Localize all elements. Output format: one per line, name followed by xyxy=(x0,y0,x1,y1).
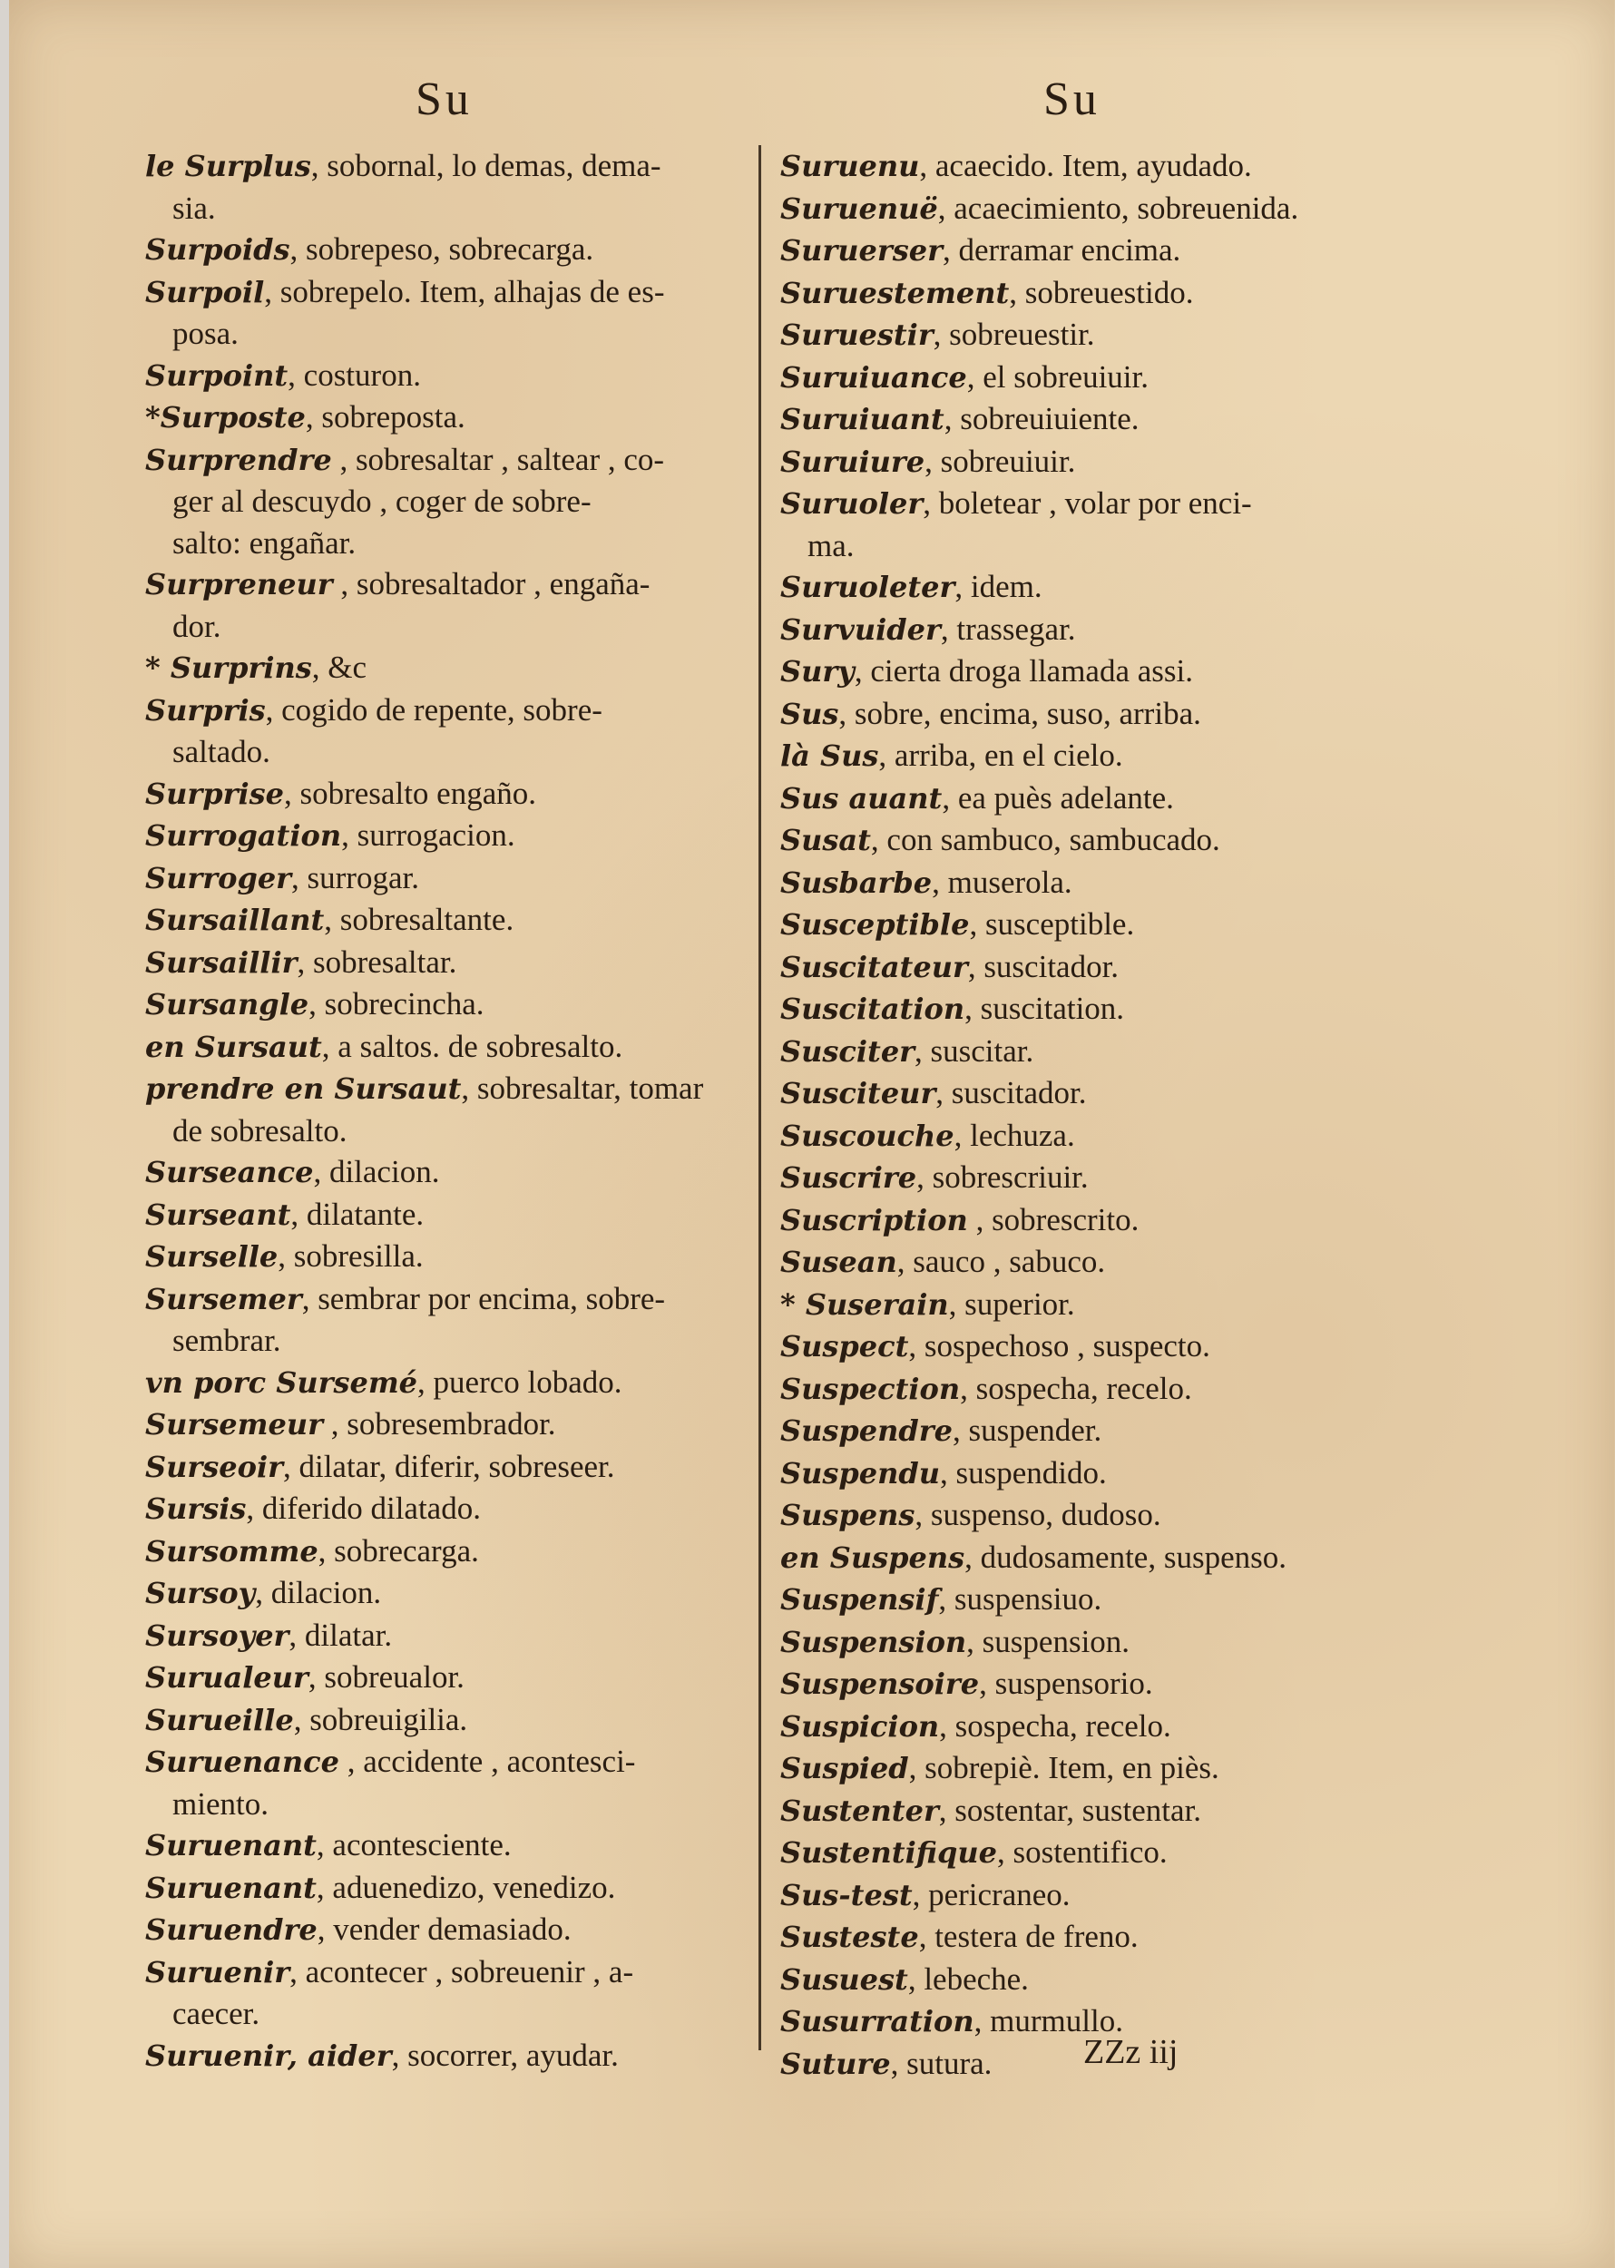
headword: Surprendre xyxy=(145,442,332,477)
definition: , sobrescrito. xyxy=(967,1201,1140,1237)
dictionary-entry xyxy=(145,1026,753,1069)
definition: , sobresaltar. xyxy=(297,943,457,980)
definition: , dilatar. xyxy=(289,1617,393,1653)
dictionary-entry xyxy=(145,1909,753,1951)
definition: , sobresaltador , engaña- xyxy=(332,566,651,601)
headword: Suruiure xyxy=(780,444,925,479)
headword: Suspens xyxy=(780,1498,915,1532)
dictionary-entry xyxy=(780,398,1388,441)
headword: Surseant xyxy=(145,1197,291,1232)
dictionary-entry xyxy=(780,1621,1388,1664)
dictionary-entry xyxy=(780,1874,1388,1917)
dictionary-entry xyxy=(145,1572,753,1615)
headword: Susuest xyxy=(780,1961,908,1997)
definition: , sobrescriuir. xyxy=(916,1159,1089,1195)
headword: en Suspens xyxy=(780,1540,965,1575)
dictionary-entry xyxy=(780,1494,1388,1537)
definition: , idem. xyxy=(954,569,1042,604)
headword: Suruenant xyxy=(145,1828,317,1862)
headword: Survuider xyxy=(780,611,941,647)
dictionary-entry xyxy=(145,942,753,984)
definition: , sobrecincha. xyxy=(308,986,484,1022)
headword: Suspension xyxy=(780,1624,967,1659)
definition: , suspension. xyxy=(966,1623,1130,1659)
definition: , sobre, encima, suso, arriba. xyxy=(838,695,1201,731)
definition-continuation: salto: engañar. xyxy=(172,524,357,561)
headword: Suspendu xyxy=(780,1455,941,1491)
dictionary-entry xyxy=(145,1824,753,1867)
dictionary-entry xyxy=(780,1747,1388,1790)
definition: , sobreualor. xyxy=(308,1659,465,1695)
definition: , dilatante. xyxy=(290,1196,425,1232)
dictionary-entry xyxy=(780,1157,1388,1199)
headword: Suruenuë xyxy=(780,191,938,226)
definition: , acontecer , sobreuenir , a- xyxy=(289,1953,634,1989)
dictionary-entry xyxy=(780,1199,1388,1242)
dictionary-entry xyxy=(780,777,1388,820)
headword: Suruenant xyxy=(145,1870,317,1905)
definition: , suspensiuo. xyxy=(938,1581,1102,1617)
headword: *Surposte xyxy=(145,400,306,435)
definition: , arriba, en el cielo. xyxy=(878,738,1123,773)
headword: Suscouche xyxy=(780,1118,954,1153)
headword: * Surprins xyxy=(145,650,312,685)
dictionary-entry xyxy=(780,1410,1388,1452)
signature-mark: ZZz iij xyxy=(1083,2033,1179,2071)
definition: , sobreuigilia. xyxy=(293,1701,468,1737)
column-divider xyxy=(758,145,761,2050)
definition: , suscitador. xyxy=(935,1075,1087,1110)
definition: , a saltos. de sobresalto. xyxy=(321,1028,623,1064)
dictionary-entry xyxy=(145,983,753,1026)
definition: , sospecha, recelo. xyxy=(939,1707,1171,1744)
definition: , sobresalto engaño. xyxy=(284,775,536,811)
dictionary-entry xyxy=(145,2035,753,2077)
definition: , superior. xyxy=(948,1286,1075,1322)
headword: Sus-test xyxy=(780,1877,913,1912)
definition: , sobreuiuir. xyxy=(925,443,1076,479)
definition: , sobrepeso, sobrecarga. xyxy=(289,231,594,267)
headword: Suture xyxy=(780,2046,891,2081)
dictionary-entry xyxy=(145,773,753,816)
headword: Suruestir xyxy=(780,318,934,352)
definition: , diferido dilatado. xyxy=(246,1491,481,1526)
dictionary-entry xyxy=(145,857,753,900)
dictionary-entry xyxy=(145,355,753,397)
dictionary-entry xyxy=(145,1403,753,1446)
dictionary-entry xyxy=(780,988,1388,1031)
headword: Suscription xyxy=(780,1202,968,1237)
headword: Suruerser xyxy=(780,233,943,268)
definition: , suspender. xyxy=(952,1413,1102,1448)
dictionary-entry xyxy=(145,1699,753,1742)
definition: , trassegar. xyxy=(940,611,1076,647)
definition: , sobreuiuiente. xyxy=(944,401,1140,436)
dictionary-entry xyxy=(145,271,753,355)
dictionary-entry xyxy=(780,1031,1388,1073)
definition: , surrogacion. xyxy=(341,817,515,853)
headword: Susciter xyxy=(780,1033,915,1069)
dictionary-entry xyxy=(780,946,1388,989)
definition: , sobrepelo. Item, alhajas de es- xyxy=(264,273,665,309)
dictionary-entry xyxy=(780,441,1388,484)
definition: , sembrar por encima, sobre- xyxy=(301,1280,666,1316)
definition: , puerco lobado. xyxy=(417,1364,622,1400)
dictionary-entry xyxy=(145,1488,753,1530)
dictionary-entry xyxy=(780,314,1388,357)
definition-continuation: de sobresalto. xyxy=(172,1112,347,1149)
dictionary-entry xyxy=(145,1615,753,1657)
headword: Surseance xyxy=(145,1155,314,1189)
headword: * Suserain xyxy=(780,1286,949,1322)
definition: , sospechoso , suspecto. xyxy=(908,1328,1210,1364)
headword: Suscitation xyxy=(780,992,965,1026)
headword: Surpoids xyxy=(145,232,290,267)
headword: Suspensoire xyxy=(780,1667,980,1701)
headword: Suspensif xyxy=(780,1582,939,1617)
definition: , acaecimiento, sobreuenida. xyxy=(937,190,1299,226)
definition: , sobrecarga. xyxy=(318,1532,479,1569)
dictionary-entry xyxy=(780,650,1388,693)
headword: Sursoyer xyxy=(145,1618,289,1653)
headword: Sursaillant xyxy=(145,903,325,937)
headword: Suscitateur xyxy=(780,949,968,984)
definition-continuation: ma. xyxy=(807,527,855,563)
headword: Sursomme xyxy=(145,1533,318,1569)
headword: Sury xyxy=(780,654,855,689)
headword: Suspendre xyxy=(780,1413,953,1448)
dictionary-entry xyxy=(780,1452,1388,1495)
dictionary-entry xyxy=(780,272,1388,315)
definition: , boletear , volar por enci- xyxy=(923,485,1252,521)
headword: Sursis xyxy=(145,1491,247,1526)
definition: , costuron. xyxy=(288,357,421,393)
definition: , cierta droga llamada assi. xyxy=(854,653,1194,689)
definition-continuation: ger al descuydo , coger de sobre- xyxy=(172,484,592,519)
headword: en Sursaut xyxy=(145,1029,322,1064)
dictionary-entry xyxy=(780,1959,1388,2001)
dictionary-entry xyxy=(145,1741,753,1824)
dictionary-entry xyxy=(145,1951,753,2035)
definition-continuation: posa. xyxy=(172,316,239,351)
definition: , sobresembrador. xyxy=(322,1406,556,1442)
headword: Sursemeur xyxy=(145,1407,323,1442)
definition: , socorrer, ayudar. xyxy=(391,2037,619,2073)
headword: Surselle xyxy=(145,1239,279,1274)
headword: Susean xyxy=(780,1245,897,1279)
right-column xyxy=(780,145,1388,2085)
definition: , sutura. xyxy=(890,2045,993,2081)
headword: Suruenance xyxy=(145,1745,339,1779)
definition: , vender demasiado. xyxy=(317,1911,572,1947)
headword: Sustenter xyxy=(780,1793,939,1828)
headword: Suruoler xyxy=(780,486,924,521)
definition: , suspendido. xyxy=(940,1454,1107,1491)
headword: Surueille xyxy=(145,1702,294,1737)
headword: Suruestement xyxy=(780,275,1010,310)
headword: Susteste xyxy=(780,1920,919,1954)
left-column xyxy=(145,145,753,2077)
dictionary-entry xyxy=(780,230,1388,272)
headword: Suruiuant xyxy=(780,402,944,436)
dictionary-entry xyxy=(145,1657,753,1699)
dictionary-entry xyxy=(780,1579,1388,1621)
dictionary-entry xyxy=(780,609,1388,651)
headword: Surrogation xyxy=(145,818,342,853)
dictionary-entry xyxy=(780,1916,1388,1959)
dictionary-entry xyxy=(780,1790,1388,1833)
dictionary-entry xyxy=(780,904,1388,946)
dictionary-entry xyxy=(780,735,1388,777)
dictionary-entry xyxy=(780,566,1388,609)
headword: Surpris xyxy=(145,692,266,728)
headword: Sus xyxy=(780,696,839,731)
headword: Surpoint xyxy=(145,357,289,393)
dictionary-entry xyxy=(145,145,753,229)
dictionary-entry xyxy=(780,1663,1388,1706)
definition: , murmullo. xyxy=(973,2003,1123,2038)
definition: , acaecido. Item, ayudado. xyxy=(919,148,1252,183)
headword: Suruenir xyxy=(145,1954,290,1989)
dictionary-entry xyxy=(145,815,753,857)
definition: , lechuza. xyxy=(954,1117,1075,1153)
headword: Susat xyxy=(780,823,871,857)
definition: , el sobreuiuir. xyxy=(966,358,1150,395)
headword: Sursaillir xyxy=(145,944,298,980)
headword: Sus auant xyxy=(780,780,943,816)
headword: Surseoir xyxy=(145,1449,283,1484)
dictionary-entry xyxy=(780,1072,1388,1115)
dictionary-entry xyxy=(145,1151,753,1194)
definition-continuation: dor. xyxy=(172,608,221,644)
dictionary-entry xyxy=(145,396,753,439)
running-header-right: Su xyxy=(1043,73,1101,125)
headword: Suspection xyxy=(780,1371,961,1406)
definition: , suscitar. xyxy=(915,1032,1034,1069)
definition: , sostentifico. xyxy=(997,1834,1168,1870)
headword: Sursoy xyxy=(145,1576,256,1610)
dictionary-entry xyxy=(780,1832,1388,1874)
dictionary-entry xyxy=(145,523,753,564)
headword: Surprise xyxy=(145,776,284,811)
dictionary-entry xyxy=(145,563,753,647)
definition: , acontesciente. xyxy=(316,1827,512,1862)
headword: Sustentifique xyxy=(780,1835,997,1870)
definition: , sobresaltar, tomar xyxy=(461,1070,704,1106)
headword: Susbarbe xyxy=(780,865,933,900)
headword: Sursemer xyxy=(145,1281,302,1316)
dictionary-entry xyxy=(780,819,1388,862)
dictionary-entry xyxy=(780,1537,1388,1579)
definition-continuation: sia. xyxy=(172,190,216,226)
dictionary-entry xyxy=(145,1530,753,1573)
definition-continuation: caecer. xyxy=(172,1996,260,2031)
definition: , sobreuestir. xyxy=(933,317,1095,352)
dictionary-entry xyxy=(780,1241,1388,1284)
headword: Susceptible xyxy=(780,907,970,942)
definition: , &c xyxy=(311,650,367,685)
definition: , aduenedizo, venedizo. xyxy=(316,1869,616,1905)
dictionary-entry xyxy=(780,1325,1388,1368)
dictionary-entry xyxy=(780,483,1388,566)
definition-continuation: miento. xyxy=(172,1785,269,1822)
headword: le Surplus xyxy=(145,149,311,183)
definition: , sobresaltante. xyxy=(324,902,514,937)
definition: , surrogar. xyxy=(291,859,419,895)
dictionary-entry xyxy=(145,229,753,271)
dictionary-entry xyxy=(145,647,753,689)
dictionary-entry xyxy=(145,1278,753,1362)
definition-continuation: saltado. xyxy=(172,734,270,769)
definition: , cogido de repente, sobre- xyxy=(265,691,602,728)
definition: , dilacion. xyxy=(255,1575,382,1610)
dictionary-page xyxy=(9,0,1615,2268)
dictionary-entry xyxy=(145,1068,753,1151)
definition: , susceptible. xyxy=(969,906,1135,942)
headword: Susurration xyxy=(780,2004,974,2038)
definition: , pericraneo. xyxy=(912,1876,1071,1912)
headword: là Sus xyxy=(780,738,879,773)
dictionary-entry xyxy=(145,1236,753,1278)
headword: Surualeur xyxy=(145,1660,308,1695)
headword: Suruenir, aider xyxy=(145,2038,392,2073)
headword: Surroger xyxy=(145,860,292,895)
definition: , con sambuco, sambucado. xyxy=(870,822,1220,857)
definition: , suspenso, dudoso. xyxy=(915,1497,1161,1532)
headword: vn porc Sursemé xyxy=(145,1364,418,1400)
definition: , derramar encima. xyxy=(942,232,1181,268)
headword: Suruenu xyxy=(780,149,920,183)
definition: , suscitador. xyxy=(967,948,1120,984)
dictionary-entry xyxy=(780,693,1388,736)
dictionary-entry xyxy=(145,899,753,942)
headword: Suruendre xyxy=(145,1912,318,1947)
headword: Suruoleter xyxy=(780,570,955,604)
definition: , muserola. xyxy=(932,864,1072,900)
headword: Surpreneur xyxy=(145,567,333,601)
headword: prendre en Sursaut xyxy=(145,1071,462,1106)
dictionary-entry xyxy=(145,1867,753,1910)
definition: , accidente , acontesci- xyxy=(338,1744,636,1779)
dictionary-entry xyxy=(145,1194,753,1237)
definition: , sobornal, lo demas, dema- xyxy=(310,148,661,183)
dictionary-entry xyxy=(145,1362,753,1404)
headword: Suscrire xyxy=(780,1160,917,1195)
headword: Sursangle xyxy=(145,987,309,1022)
definition: , sobresilla. xyxy=(278,1238,424,1274)
headword: Suspicion xyxy=(780,1708,940,1744)
definition: , testera de freno. xyxy=(918,1919,1139,1954)
definition-continuation: sembrar. xyxy=(172,1323,281,1358)
definition: , lebeche. xyxy=(907,1960,1029,1997)
definition: , sauco , sabuco. xyxy=(896,1244,1106,1279)
definition: , sobrepiè. Item, en piès. xyxy=(908,1750,1219,1785)
definition: , dudosamente, suspenso. xyxy=(964,1539,1286,1575)
dictionary-entry xyxy=(780,1368,1388,1411)
dictionary-entry xyxy=(780,357,1388,399)
headword: Suspied xyxy=(780,1751,909,1785)
dictionary-entry xyxy=(780,188,1388,230)
definition: , dilatar, diferir, sobreseer. xyxy=(282,1448,615,1484)
headword: Susciteur xyxy=(780,1076,936,1110)
definition: , sobreuestido. xyxy=(1009,274,1194,310)
definition: , sospecha, recelo. xyxy=(960,1370,1192,1406)
dictionary-entry xyxy=(145,439,753,523)
headword: Suruiuance xyxy=(780,359,967,395)
dictionary-entry xyxy=(780,862,1388,904)
definition: , sostentar, sustentar. xyxy=(938,1792,1202,1828)
definition: , ea puès adelante. xyxy=(942,779,1174,816)
definition: , sobreposta. xyxy=(305,399,465,435)
dictionary-entry xyxy=(145,689,753,773)
definition: , suscitation. xyxy=(964,991,1125,1026)
definition: , suspensorio. xyxy=(979,1666,1153,1701)
dictionary-entry xyxy=(780,1115,1388,1158)
scan-edge xyxy=(0,0,9,2268)
headword: Suspect xyxy=(780,1329,909,1364)
dictionary-entry xyxy=(780,145,1388,188)
dictionary-entry xyxy=(780,1284,1388,1326)
definition: , dilacion. xyxy=(313,1154,440,1189)
definition: , sobresaltar , saltear , co- xyxy=(331,441,665,477)
headword: Surpoil xyxy=(145,274,265,309)
dictionary-entry xyxy=(145,1446,753,1489)
running-header-left: Su xyxy=(416,73,473,125)
dictionary-entry xyxy=(780,1706,1388,1748)
